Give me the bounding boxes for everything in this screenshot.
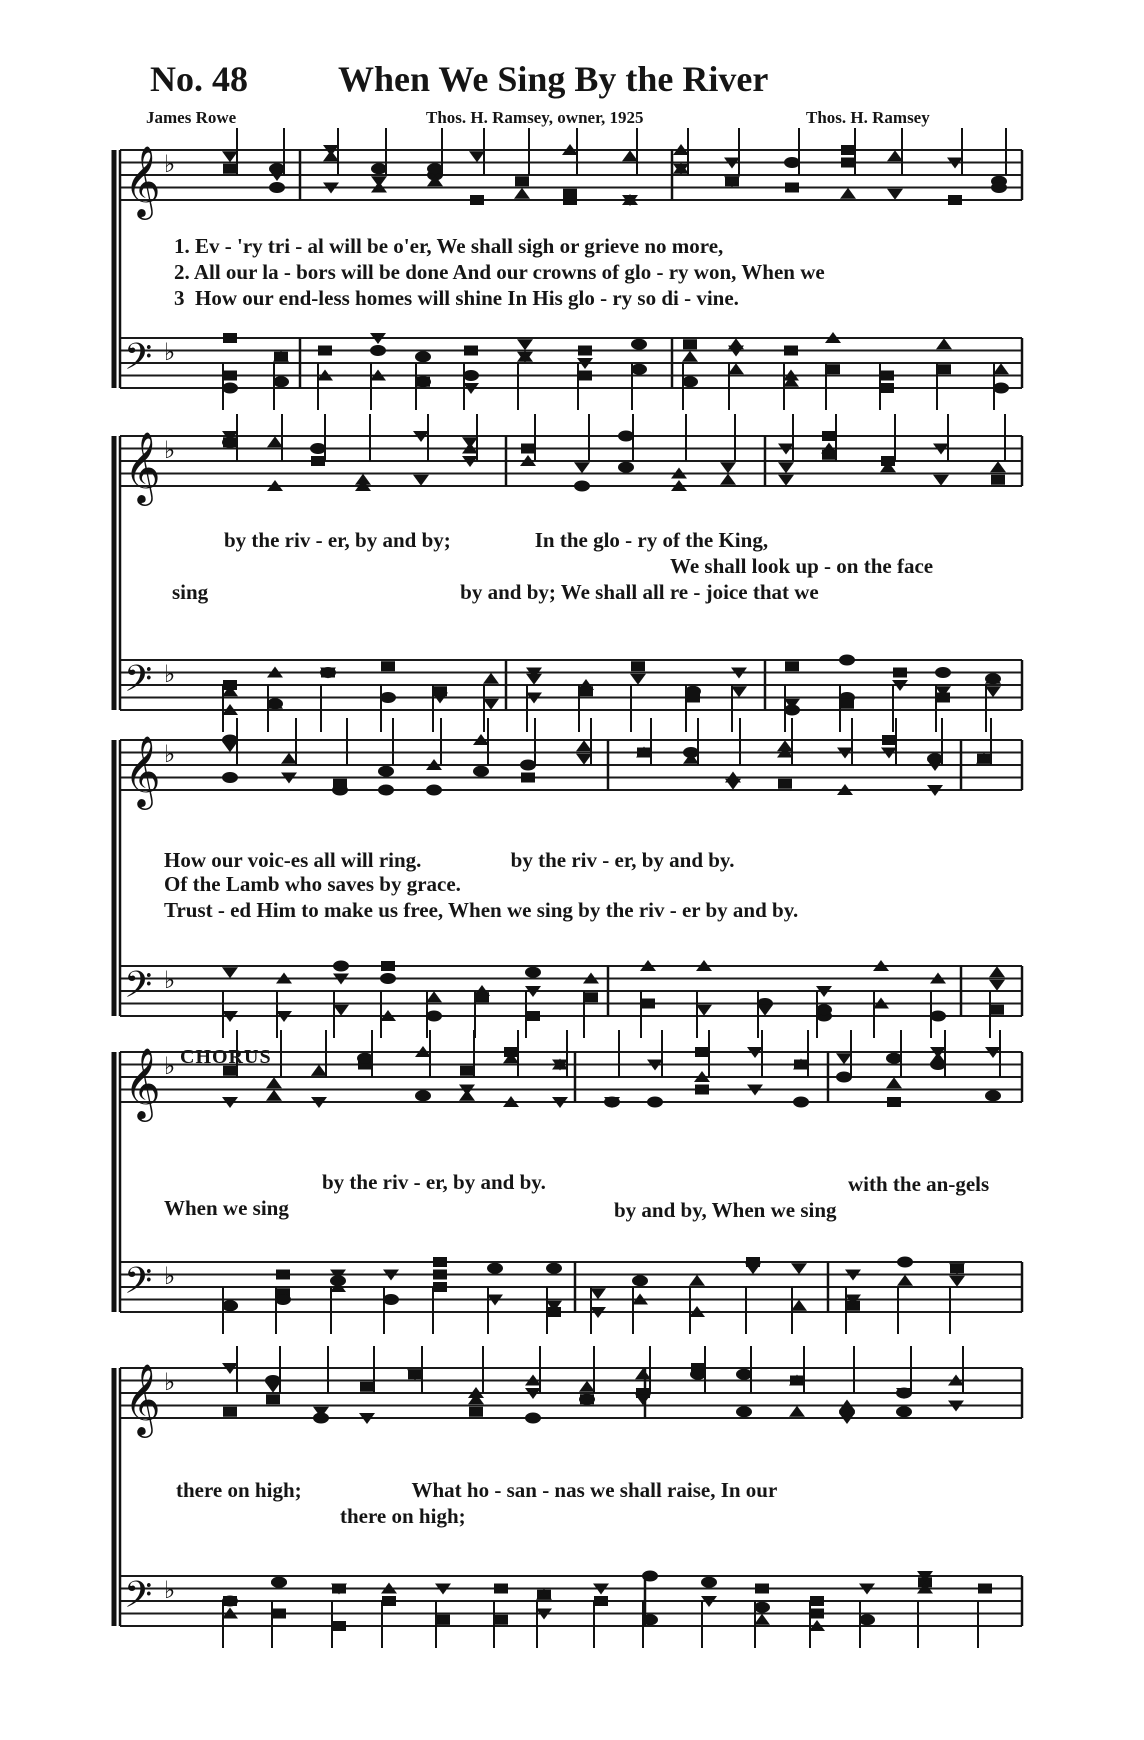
square-note-icon xyxy=(433,1257,447,1267)
bass-clef-icon: 𝄢 xyxy=(124,964,153,1015)
square-note-icon xyxy=(563,189,577,199)
lyric-line-4a: by the riv - er, by and by. xyxy=(322,1170,546,1194)
triangle-note-icon xyxy=(622,150,638,161)
treble-clef-icon: 𝄞 xyxy=(124,430,161,503)
oval-note-icon xyxy=(275,1294,291,1305)
flat-icon: ♭ xyxy=(164,1262,176,1290)
triangle-note-icon xyxy=(281,753,297,764)
lyric-verse-1: 1. Ev - 'ry tri - al will be o'er, We shall sigh or grieve no more, xyxy=(174,234,724,258)
square-note-icon xyxy=(810,1596,824,1606)
lyric-line-3a: How our voic-es all will ring. by the riv - er, by and by. xyxy=(164,848,735,872)
oval-note-icon xyxy=(463,370,479,381)
oval-note-icon xyxy=(371,163,387,174)
square-note-icon xyxy=(790,1376,804,1386)
inverted-triangle-note-icon xyxy=(757,1005,773,1016)
triangle-note-icon xyxy=(777,740,793,751)
oval-note-icon xyxy=(642,1571,658,1582)
inverted-triangle-note-icon xyxy=(887,189,903,200)
triangle-note-icon xyxy=(266,1077,282,1088)
inverted-triangle-note-icon xyxy=(989,980,1005,991)
oval-note-icon xyxy=(991,182,1007,193)
square-note-icon xyxy=(274,352,288,362)
square-note-icon xyxy=(223,333,237,343)
square-note-icon xyxy=(408,1369,422,1379)
square-note-icon xyxy=(785,661,799,671)
treble-clef-icon: 𝄞 xyxy=(124,1046,161,1119)
lyric-line-3b: Of the Lamb who saves by grace. xyxy=(164,872,461,896)
square-note-icon xyxy=(470,195,484,205)
oval-note-icon xyxy=(313,1413,329,1424)
square-note-icon xyxy=(381,961,395,971)
oval-note-icon xyxy=(631,364,647,375)
square-note-icon xyxy=(991,475,1005,485)
inverted-triangle-note-icon xyxy=(526,674,542,685)
oval-note-icon xyxy=(333,961,349,972)
square-note-icon xyxy=(416,377,430,387)
oval-note-icon xyxy=(427,163,443,174)
composer-credit: Thos. H. Ramsey xyxy=(806,108,930,127)
triangle-note-icon xyxy=(728,338,744,349)
oval-note-icon xyxy=(618,462,634,473)
oval-note-icon xyxy=(273,376,289,387)
square-note-icon xyxy=(276,1270,290,1280)
square-note-icon xyxy=(784,346,798,356)
inverted-triangle-note-icon xyxy=(778,462,794,473)
square-note-icon xyxy=(547,1307,561,1317)
flat-icon: ♭ xyxy=(164,740,176,768)
oval-note-icon xyxy=(222,1300,238,1311)
oval-note-icon xyxy=(310,443,326,454)
square-note-icon xyxy=(382,1596,396,1606)
triangle-note-icon xyxy=(789,1406,805,1417)
square-note-icon xyxy=(882,735,896,745)
inverted-triangle-note-icon xyxy=(836,1053,852,1064)
square-note-icon xyxy=(433,1270,447,1280)
inverted-triangle-note-icon xyxy=(576,754,592,765)
oval-note-icon xyxy=(618,431,634,442)
square-note-icon xyxy=(893,668,907,678)
triangle-note-icon xyxy=(689,1275,705,1286)
triangle-note-icon xyxy=(311,1065,327,1076)
inverted-triangle-note-icon xyxy=(222,741,238,752)
square-note-icon xyxy=(641,999,655,1009)
square-note-icon xyxy=(433,1282,447,1292)
square-note-icon xyxy=(333,779,347,789)
flat-icon: ♭ xyxy=(164,1052,176,1080)
square-note-icon xyxy=(272,1609,286,1619)
square-note-icon xyxy=(578,371,592,381)
flat-icon: ♭ xyxy=(164,338,176,366)
oval-note-icon xyxy=(985,1090,1001,1101)
square-note-icon xyxy=(436,1615,450,1625)
hymn-title: When We Sing By the River xyxy=(338,59,769,99)
oval-note-icon xyxy=(267,698,283,709)
inverted-triangle-note-icon xyxy=(574,462,590,473)
square-note-icon xyxy=(948,195,962,205)
lyric-verse-2: 2. All our la - bors will be done And our crowns of glo - ry won, When we xyxy=(174,260,825,284)
oval-note-icon xyxy=(632,1275,648,1286)
oval-note-icon xyxy=(269,182,285,193)
triangle-note-icon xyxy=(682,351,698,362)
oval-note-icon xyxy=(690,1369,706,1380)
triangle-note-icon xyxy=(993,363,1009,374)
oval-note-icon xyxy=(682,376,698,387)
oval-note-icon xyxy=(265,1375,281,1386)
triangle-note-icon xyxy=(514,188,530,199)
inverted-triangle-note-icon xyxy=(933,475,949,486)
oval-note-icon xyxy=(546,1263,562,1274)
oval-note-icon xyxy=(357,1053,373,1064)
inverted-triangle-note-icon xyxy=(413,475,429,486)
square-note-icon xyxy=(978,1584,992,1594)
oval-note-icon xyxy=(935,667,951,678)
oval-note-icon xyxy=(930,1011,946,1022)
oval-note-icon xyxy=(736,1406,752,1417)
inverted-triangle-note-icon xyxy=(949,1276,965,1287)
inverted-triangle-note-icon xyxy=(590,1288,606,1299)
lyricist-credit: James Rowe xyxy=(146,108,237,127)
square-note-icon xyxy=(880,383,894,393)
inverted-triangle-note-icon xyxy=(462,437,478,448)
lyric-line-2b: We shall look up - on the face xyxy=(670,554,934,578)
oval-note-icon xyxy=(897,1257,913,1268)
inverted-triangle-note-icon xyxy=(778,475,794,486)
square-note-icon xyxy=(594,1596,608,1606)
lyric-line-4c: When we sing xyxy=(164,1196,289,1220)
oval-note-icon xyxy=(520,760,536,771)
triangle-note-icon xyxy=(579,1381,595,1392)
square-note-icon xyxy=(381,661,395,671)
square-note-icon xyxy=(579,686,593,696)
square-note-icon xyxy=(686,693,700,703)
triangle-note-icon xyxy=(728,363,744,374)
treble-clef-icon: 𝄞 xyxy=(124,144,161,217)
inverted-triangle-note-icon xyxy=(333,1005,349,1016)
square-note-icon xyxy=(841,145,855,155)
triangle-note-icon xyxy=(886,1077,902,1088)
oval-note-icon xyxy=(574,481,590,492)
oval-note-icon xyxy=(426,1011,442,1022)
square-note-icon xyxy=(460,1066,474,1076)
inverted-triangle-note-icon xyxy=(630,674,646,685)
inverted-triangle-note-icon xyxy=(483,699,499,710)
square-note-icon xyxy=(494,1615,508,1625)
oval-note-icon xyxy=(222,437,238,448)
square-note-icon xyxy=(584,992,598,1002)
square-note-icon xyxy=(266,1394,280,1404)
square-note-icon xyxy=(469,1407,483,1417)
square-note-icon xyxy=(223,371,237,381)
square-note-icon xyxy=(311,456,325,466)
oval-note-icon xyxy=(896,1406,912,1417)
inverted-triangle-note-icon xyxy=(635,1394,651,1405)
triangle-note-icon xyxy=(840,188,856,199)
triangle-note-icon xyxy=(355,474,371,485)
triangle-note-icon xyxy=(754,1614,770,1625)
copyright-credit: Thos. H. Ramsey, owner, 1925 xyxy=(426,108,644,127)
lyric-line-5b: there on high; xyxy=(340,1504,466,1528)
square-note-icon xyxy=(785,183,799,193)
oval-note-icon xyxy=(859,1614,875,1625)
oval-note-icon xyxy=(701,1577,717,1588)
triangle-note-icon xyxy=(936,338,952,349)
oval-note-icon xyxy=(930,1059,946,1070)
oval-note-icon xyxy=(487,1263,503,1274)
oval-note-icon xyxy=(886,1053,902,1064)
flat-icon: ♭ xyxy=(164,660,176,688)
oval-note-icon xyxy=(647,1097,663,1108)
triangle-note-icon xyxy=(266,1090,282,1101)
flat-icon: ♭ xyxy=(164,150,176,178)
triangle-note-icon xyxy=(576,740,592,751)
triangle-note-icon xyxy=(323,150,339,161)
oval-note-icon xyxy=(415,351,431,362)
square-note-icon xyxy=(223,164,237,174)
oval-note-icon xyxy=(370,345,386,356)
hymn-number: No. 48 xyxy=(150,59,248,99)
chorus-label: CHORUS xyxy=(180,1046,272,1068)
oval-note-icon xyxy=(473,766,489,777)
oval-note-icon xyxy=(816,1004,832,1015)
square-note-icon xyxy=(515,176,529,186)
oval-note-icon xyxy=(784,705,800,716)
square-note-icon xyxy=(841,158,855,168)
oval-note-icon xyxy=(736,1369,752,1380)
oval-note-icon xyxy=(793,1097,809,1108)
square-note-icon xyxy=(880,371,894,381)
triangle-note-icon xyxy=(897,1275,913,1286)
bass-clef-icon: 𝄢 xyxy=(124,336,153,387)
oval-note-icon xyxy=(993,383,1009,394)
oval-note-icon xyxy=(222,1596,238,1607)
oval-note-icon xyxy=(380,692,396,703)
inverted-triangle-note-icon xyxy=(985,686,1001,697)
square-note-icon xyxy=(433,686,447,696)
square-note-icon xyxy=(521,773,535,783)
oval-note-icon xyxy=(784,157,800,168)
square-note-icon xyxy=(725,176,739,186)
square-note-icon xyxy=(464,346,478,356)
inverted-triangle-note-icon xyxy=(791,1263,807,1274)
square-note-icon xyxy=(332,1584,346,1594)
oval-note-icon xyxy=(642,1614,658,1625)
square-note-icon xyxy=(695,1047,709,1057)
square-note-icon xyxy=(826,364,840,374)
square-note-icon xyxy=(937,364,951,374)
inverted-triangle-note-icon xyxy=(222,967,238,978)
square-note-icon xyxy=(778,779,792,789)
square-note-icon xyxy=(494,1584,508,1594)
treble-clef-icon: 𝄞 xyxy=(124,1362,161,1435)
triangle-note-icon xyxy=(887,150,903,161)
square-note-icon xyxy=(990,1005,1004,1015)
square-note-icon xyxy=(755,1584,769,1594)
oval-note-icon xyxy=(839,655,855,666)
oval-note-icon xyxy=(525,1413,541,1424)
oval-note-icon xyxy=(426,785,442,796)
oval-note-icon xyxy=(383,1294,399,1305)
square-note-icon xyxy=(360,1382,374,1392)
square-note-icon xyxy=(840,699,854,709)
oval-note-icon xyxy=(380,973,396,984)
square-note-icon xyxy=(521,444,535,454)
square-note-icon xyxy=(695,1085,709,1095)
square-note-icon xyxy=(887,1097,901,1107)
inverted-triangle-note-icon xyxy=(517,339,533,350)
square-note-icon xyxy=(332,1621,346,1631)
lyric-line-4d: by and by, When we sing xyxy=(614,1198,837,1222)
oval-note-icon xyxy=(836,1072,852,1083)
oval-note-icon xyxy=(525,967,541,978)
oval-note-icon xyxy=(222,772,238,783)
flat-icon: ♭ xyxy=(164,966,176,994)
oval-note-icon xyxy=(271,1577,287,1588)
inverted-triangle-note-icon xyxy=(469,151,485,162)
square-note-icon xyxy=(537,1590,551,1600)
bass-clef-icon: 𝄢 xyxy=(124,658,153,709)
oval-note-icon xyxy=(754,1602,770,1613)
flat-icon: ♭ xyxy=(164,1576,176,1604)
square-note-icon xyxy=(578,346,592,356)
square-note-icon xyxy=(822,431,836,441)
treble-clef-icon: 𝄞 xyxy=(124,734,161,807)
flat-icon: ♭ xyxy=(164,1368,176,1396)
oval-note-icon xyxy=(378,785,394,796)
inverted-triangle-note-icon xyxy=(731,686,747,697)
inverted-triangle-note-icon xyxy=(720,462,736,473)
oval-note-icon xyxy=(415,1090,431,1101)
inverted-triangle-note-icon xyxy=(222,151,238,162)
triangle-note-icon xyxy=(267,436,283,447)
lyric-line-5a: there on high; What ho - san - nas we shall raise, In our xyxy=(176,1478,778,1502)
square-note-icon xyxy=(746,1257,760,1267)
lyric-line-3c: Trust - ed Him to make us free, When we sing by the riv - er by and by. xyxy=(164,898,799,922)
lyric-verse-3: 3 How our end-less homes will shine In His glo - ry so di - vine. xyxy=(174,286,739,310)
inverted-triangle-note-icon xyxy=(696,1005,712,1016)
triangle-note-icon xyxy=(791,1300,807,1311)
square-note-icon xyxy=(810,1609,824,1619)
triangle-note-icon xyxy=(426,991,442,1002)
square-note-icon xyxy=(318,346,332,356)
square-note-icon xyxy=(683,339,697,349)
bass-clef-icon: 𝄢 xyxy=(124,1260,153,1311)
oval-note-icon xyxy=(378,766,394,777)
triangle-note-icon xyxy=(720,474,736,485)
triangle-note-icon xyxy=(989,966,1005,977)
square-note-icon xyxy=(223,1407,237,1417)
lyric-line-4b: with the an-gels xyxy=(848,1172,990,1196)
triangle-note-icon xyxy=(635,1368,651,1379)
square-note-icon xyxy=(580,1394,594,1404)
lyric-line-2c: sing by and by; We shall all re - joice that we xyxy=(172,580,819,604)
oval-note-icon xyxy=(631,339,647,350)
oval-note-icon xyxy=(222,383,238,394)
triangle-note-icon xyxy=(483,673,499,684)
square-note-icon xyxy=(526,1011,540,1021)
lyric-line-2a: by the riv - er, by and by; In the glo - ry of the King, xyxy=(224,528,769,552)
flat-icon: ♭ xyxy=(164,436,176,464)
bass-clef-icon: 𝄢 xyxy=(124,1574,153,1625)
triangle-note-icon xyxy=(990,461,1006,472)
square-note-icon xyxy=(631,661,645,671)
